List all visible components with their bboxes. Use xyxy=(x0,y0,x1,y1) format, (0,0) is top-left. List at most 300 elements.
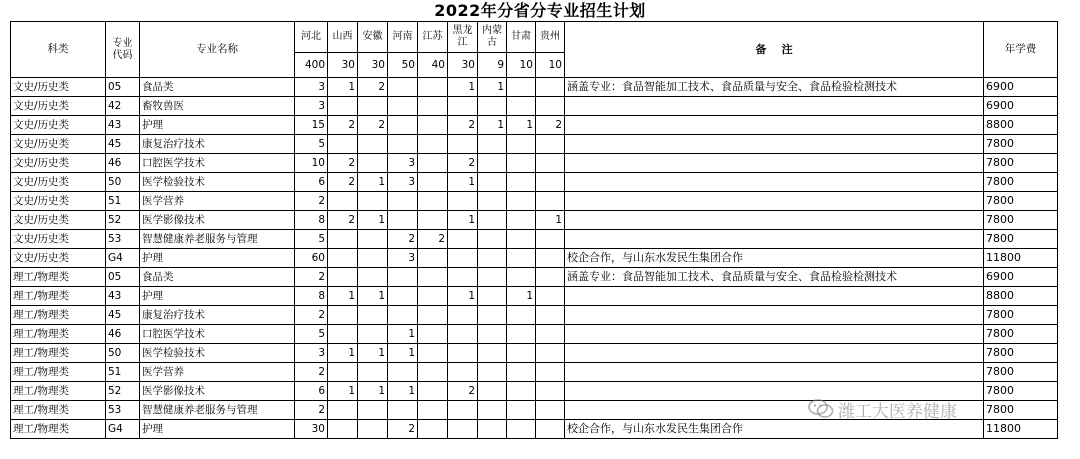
count-cell xyxy=(536,135,565,154)
header-province-name: 黑龙江 xyxy=(448,22,478,53)
category-cell: 文史/历史类 xyxy=(11,192,106,211)
count-cell xyxy=(507,135,536,154)
count-cell: 1 xyxy=(507,116,536,135)
count-cell xyxy=(388,97,418,116)
count-cell xyxy=(418,78,448,97)
major-name-cell: 康复治疗技术 xyxy=(140,135,295,154)
remark-cell xyxy=(565,97,984,116)
remark-cell xyxy=(565,192,984,211)
remark-cell xyxy=(565,116,984,135)
major-name-cell: 康复治疗技术 xyxy=(140,306,295,325)
enrollment-plan-table xyxy=(10,21,1058,439)
remark-cell xyxy=(565,211,984,230)
fee-cell: 7800 xyxy=(984,306,1058,325)
major-name-cell: 护理 xyxy=(140,287,295,306)
major-name-cell: 医学营养 xyxy=(140,192,295,211)
count-cell xyxy=(358,268,388,287)
header-province-quota: 30 xyxy=(328,53,358,78)
major-name-cell: 智慧健康养老服务与管理 xyxy=(140,230,295,249)
count-cell: 30 xyxy=(295,420,328,439)
count-cell: 60 xyxy=(295,249,328,268)
major-name-cell: 口腔医学技术 xyxy=(140,325,295,344)
count-cell: 6 xyxy=(295,173,328,192)
count-cell xyxy=(536,173,565,192)
category-cell: 文史/历史类 xyxy=(11,173,106,192)
watermark xyxy=(808,399,957,421)
count-cell: 2 xyxy=(448,382,478,401)
table-row xyxy=(11,97,1058,116)
fee-cell: 7800 xyxy=(984,173,1058,192)
header-province-name: 江苏 xyxy=(418,22,448,53)
count-cell xyxy=(448,420,478,439)
category-cell: 文史/历史类 xyxy=(11,97,106,116)
category-cell: 理工/物理类 xyxy=(11,401,106,420)
count-cell xyxy=(418,287,448,306)
count-cell xyxy=(448,344,478,363)
count-cell xyxy=(478,268,507,287)
fee-cell: 6900 xyxy=(984,97,1058,116)
count-cell: 1 xyxy=(328,287,358,306)
wechat-icon xyxy=(808,399,834,425)
count-cell: 5 xyxy=(295,135,328,154)
count-cell: 1 xyxy=(448,173,478,192)
count-cell xyxy=(507,363,536,382)
count-cell xyxy=(388,287,418,306)
remark-cell xyxy=(565,344,984,363)
major-name-cell: 医学检验技术 xyxy=(140,173,295,192)
major-name-cell: 医学影像技术 xyxy=(140,211,295,230)
fee-cell: 7800 xyxy=(984,382,1058,401)
count-cell xyxy=(478,420,507,439)
fee-cell: 11800 xyxy=(984,420,1058,439)
count-cell xyxy=(478,192,507,211)
count-cell xyxy=(478,97,507,116)
count-cell xyxy=(418,116,448,135)
count-cell xyxy=(328,230,358,249)
count-cell xyxy=(478,287,507,306)
category-cell: 理工/物理类 xyxy=(11,363,106,382)
major-code-cell: 42 xyxy=(106,97,140,116)
count-cell xyxy=(418,249,448,268)
fee-cell: 8800 xyxy=(984,116,1058,135)
major-name-cell: 医学营养 xyxy=(140,363,295,382)
count-cell xyxy=(536,401,565,420)
category-cell: 文史/历史类 xyxy=(11,154,106,173)
remark-cell xyxy=(565,382,984,401)
count-cell xyxy=(448,268,478,287)
table-row xyxy=(11,420,1058,439)
count-cell: 1 xyxy=(388,382,418,401)
count-cell xyxy=(507,268,536,287)
table-row xyxy=(11,344,1058,363)
remark-cell xyxy=(565,154,984,173)
count-cell: 8 xyxy=(295,211,328,230)
count-cell xyxy=(358,154,388,173)
table-row xyxy=(11,363,1058,382)
count-cell xyxy=(536,363,565,382)
count-cell: 6 xyxy=(295,382,328,401)
remark-cell: 校企合作，与山东水发民生集团合作 xyxy=(565,420,984,439)
count-cell xyxy=(448,306,478,325)
count-cell xyxy=(536,325,565,344)
count-cell xyxy=(388,116,418,135)
count-cell xyxy=(328,249,358,268)
count-cell xyxy=(536,230,565,249)
header-province-quota: 30 xyxy=(358,53,388,78)
remark-cell xyxy=(565,325,984,344)
table-row xyxy=(11,249,1058,268)
major-code-cell: 52 xyxy=(106,382,140,401)
count-cell xyxy=(448,230,478,249)
remark-cell: 涵盖专业：食品智能加工技术、食品质量与安全、食品检验检测技术 xyxy=(565,268,984,287)
header-province-name: 河北 xyxy=(295,22,328,53)
count-cell: 2 xyxy=(418,230,448,249)
table-row xyxy=(11,135,1058,154)
count-cell: 2 xyxy=(388,230,418,249)
count-cell: 2 xyxy=(295,268,328,287)
count-cell xyxy=(328,97,358,116)
major-code-cell: 51 xyxy=(106,192,140,211)
count-cell xyxy=(478,211,507,230)
watermark-text: 潍工大医养健康 xyxy=(838,402,957,422)
count-cell xyxy=(448,249,478,268)
count-cell xyxy=(536,382,565,401)
category-cell: 文史/历史类 xyxy=(11,135,106,154)
count-cell xyxy=(358,192,388,211)
header-province-quota: 40 xyxy=(418,53,448,78)
count-cell: 1 xyxy=(358,173,388,192)
count-cell: 3 xyxy=(388,249,418,268)
major-code-cell: 52 xyxy=(106,211,140,230)
count-cell: 2 xyxy=(358,78,388,97)
count-cell xyxy=(328,192,358,211)
count-cell xyxy=(478,135,507,154)
table-body xyxy=(11,78,1058,439)
count-cell xyxy=(418,173,448,192)
count-cell xyxy=(536,306,565,325)
major-name-cell: 口腔医学技术 xyxy=(140,154,295,173)
count-cell xyxy=(507,230,536,249)
count-cell xyxy=(328,135,358,154)
count-cell: 2 xyxy=(358,116,388,135)
fee-cell: 8800 xyxy=(984,287,1058,306)
category-cell: 文史/历史类 xyxy=(11,78,106,97)
major-name-cell: 护理 xyxy=(140,249,295,268)
count-cell xyxy=(418,382,448,401)
count-cell xyxy=(507,78,536,97)
count-cell xyxy=(536,97,565,116)
count-cell: 1 xyxy=(358,382,388,401)
count-cell xyxy=(328,363,358,382)
count-cell xyxy=(358,306,388,325)
count-cell: 1 xyxy=(388,325,418,344)
count-cell: 2 xyxy=(295,306,328,325)
header-remarks: 备 注 xyxy=(565,22,984,78)
count-cell xyxy=(388,306,418,325)
count-cell: 2 xyxy=(328,116,358,135)
count-cell xyxy=(418,154,448,173)
remark-cell xyxy=(565,306,984,325)
count-cell xyxy=(418,401,448,420)
count-cell xyxy=(418,192,448,211)
table-row xyxy=(11,268,1058,287)
count-cell xyxy=(418,363,448,382)
count-cell xyxy=(358,97,388,116)
count-cell xyxy=(478,230,507,249)
count-cell xyxy=(448,363,478,382)
fee-cell: 7800 xyxy=(984,135,1058,154)
category-cell: 理工/物理类 xyxy=(11,325,106,344)
count-cell xyxy=(388,363,418,382)
count-cell: 1 xyxy=(358,344,388,363)
count-cell xyxy=(478,382,507,401)
major-name-cell: 食品类 xyxy=(140,268,295,287)
fee-cell: 7800 xyxy=(984,192,1058,211)
count-cell xyxy=(358,230,388,249)
major-name-cell: 护理 xyxy=(140,116,295,135)
count-cell xyxy=(507,401,536,420)
category-cell: 文史/历史类 xyxy=(11,116,106,135)
count-cell xyxy=(507,382,536,401)
count-cell xyxy=(388,268,418,287)
category-cell: 理工/物理类 xyxy=(11,287,106,306)
count-cell xyxy=(536,78,565,97)
fee-cell: 11800 xyxy=(984,249,1058,268)
count-cell xyxy=(328,401,358,420)
count-cell: 1 xyxy=(448,211,478,230)
count-cell xyxy=(507,249,536,268)
count-cell xyxy=(358,325,388,344)
count-cell xyxy=(418,211,448,230)
count-cell xyxy=(478,401,507,420)
major-code-cell: 05 xyxy=(106,268,140,287)
count-cell: 15 xyxy=(295,116,328,135)
count-cell: 3 xyxy=(295,344,328,363)
major-code-cell: 46 xyxy=(106,154,140,173)
count-cell xyxy=(536,249,565,268)
remark-cell xyxy=(565,135,984,154)
count-cell xyxy=(507,173,536,192)
remark-cell: 涵盖专业：食品智能加工技术、食品质量与安全、食品检验检测技术 xyxy=(565,78,984,97)
category-cell: 理工/物理类 xyxy=(11,306,106,325)
count-cell: 3 xyxy=(388,154,418,173)
count-cell: 3 xyxy=(295,97,328,116)
header-province-name: 内蒙古 xyxy=(478,22,507,53)
count-cell: 2 xyxy=(388,420,418,439)
major-name-cell: 医学影像技术 xyxy=(140,382,295,401)
count-cell xyxy=(388,192,418,211)
count-cell: 1 xyxy=(507,287,536,306)
count-cell: 2 xyxy=(295,363,328,382)
remark-cell xyxy=(565,173,984,192)
header-province-quota: 9 xyxy=(478,53,507,78)
major-code-cell: 05 xyxy=(106,78,140,97)
count-cell: 1 xyxy=(328,382,358,401)
count-cell: 2 xyxy=(328,211,358,230)
count-cell xyxy=(418,135,448,154)
count-cell: 1 xyxy=(358,211,388,230)
count-cell xyxy=(448,401,478,420)
count-cell xyxy=(418,344,448,363)
table-row xyxy=(11,325,1058,344)
table-row xyxy=(11,211,1058,230)
table-row xyxy=(11,306,1058,325)
table-header xyxy=(11,22,1058,78)
count-cell xyxy=(358,401,388,420)
table-row xyxy=(11,382,1058,401)
fee-cell: 7800 xyxy=(984,211,1058,230)
count-cell xyxy=(448,192,478,211)
count-cell: 8 xyxy=(295,287,328,306)
remark-cell xyxy=(565,230,984,249)
count-cell xyxy=(388,78,418,97)
count-cell xyxy=(536,268,565,287)
table-row xyxy=(11,154,1058,173)
major-code-cell: 45 xyxy=(106,306,140,325)
fee-cell: 6900 xyxy=(984,268,1058,287)
category-cell: 理工/物理类 xyxy=(11,382,106,401)
category-cell: 理工/物理类 xyxy=(11,344,106,363)
count-cell: 5 xyxy=(295,325,328,344)
header-province-quota: 400 xyxy=(295,53,328,78)
count-cell xyxy=(358,249,388,268)
major-code-cell: 50 xyxy=(106,173,140,192)
count-cell: 5 xyxy=(295,230,328,249)
table-row xyxy=(11,287,1058,306)
major-code-cell: 45 xyxy=(106,135,140,154)
count-cell xyxy=(478,325,507,344)
count-cell xyxy=(478,363,507,382)
count-cell xyxy=(507,192,536,211)
header-province-name: 安徽 xyxy=(358,22,388,53)
major-code-cell: 43 xyxy=(106,287,140,306)
major-code-cell: 46 xyxy=(106,325,140,344)
count-cell xyxy=(507,154,536,173)
header-province-name: 山西 xyxy=(328,22,358,53)
count-cell: 2 xyxy=(295,192,328,211)
remark-cell xyxy=(565,287,984,306)
count-cell: 1 xyxy=(536,211,565,230)
count-cell xyxy=(536,287,565,306)
count-cell: 1 xyxy=(448,287,478,306)
count-cell xyxy=(358,420,388,439)
table-row xyxy=(11,78,1058,97)
count-cell xyxy=(507,211,536,230)
count-cell xyxy=(448,97,478,116)
header-province-quota: 50 xyxy=(388,53,418,78)
fee-cell: 7800 xyxy=(984,344,1058,363)
count-cell xyxy=(507,306,536,325)
header-province-name: 贵州 xyxy=(536,22,565,53)
count-cell: 2 xyxy=(328,173,358,192)
count-cell: 1 xyxy=(448,78,478,97)
count-cell xyxy=(536,344,565,363)
category-cell: 文史/历史类 xyxy=(11,249,106,268)
header-major-name: 专业名称 xyxy=(140,22,295,78)
major-code-cell: 53 xyxy=(106,401,140,420)
fee-cell: 7800 xyxy=(984,401,1058,420)
major-name-cell: 智慧健康养老服务与管理 xyxy=(140,401,295,420)
category-cell: 理工/物理类 xyxy=(11,268,106,287)
major-name-cell: 医学检验技术 xyxy=(140,344,295,363)
header-province-quota: 10 xyxy=(507,53,536,78)
major-name-cell: 食品类 xyxy=(140,78,295,97)
count-cell xyxy=(418,268,448,287)
remark-cell: 校企合作，与山东水发民生集团合作 xyxy=(565,249,984,268)
count-cell xyxy=(328,325,358,344)
count-cell xyxy=(328,420,358,439)
count-cell xyxy=(536,192,565,211)
fee-cell: 6900 xyxy=(984,78,1058,97)
count-cell xyxy=(507,344,536,363)
count-cell: 3 xyxy=(295,78,328,97)
count-cell xyxy=(478,154,507,173)
count-cell xyxy=(388,211,418,230)
fee-cell: 7800 xyxy=(984,230,1058,249)
major-name-cell: 护理 xyxy=(140,420,295,439)
table-row xyxy=(11,173,1058,192)
count-cell xyxy=(388,135,418,154)
count-cell xyxy=(478,344,507,363)
count-cell xyxy=(358,135,388,154)
header-province-name: 河南 xyxy=(388,22,418,53)
major-code-cell: G4 xyxy=(106,420,140,439)
count-cell xyxy=(418,420,448,439)
count-cell xyxy=(448,325,478,344)
count-cell: 2 xyxy=(536,116,565,135)
count-cell xyxy=(418,97,448,116)
count-cell xyxy=(418,325,448,344)
header-province-quota: 10 xyxy=(536,53,565,78)
count-cell xyxy=(536,154,565,173)
count-cell xyxy=(478,249,507,268)
table-row xyxy=(11,192,1058,211)
category-cell: 理工/物理类 xyxy=(11,420,106,439)
header-fee: 年学费 xyxy=(984,22,1058,78)
fee-cell: 7800 xyxy=(984,363,1058,382)
header-province-name: 甘肃 xyxy=(507,22,536,53)
count-cell: 1 xyxy=(328,344,358,363)
count-cell xyxy=(507,97,536,116)
page-title: 2022年分省分专业招生计划 xyxy=(434,1,646,20)
category-cell: 文史/历史类 xyxy=(11,230,106,249)
fee-cell: 7800 xyxy=(984,154,1058,173)
count-cell xyxy=(418,306,448,325)
major-code-cell: 53 xyxy=(106,230,140,249)
count-cell xyxy=(388,401,418,420)
count-cell: 2 xyxy=(448,116,478,135)
table-row xyxy=(11,230,1058,249)
table-row xyxy=(11,116,1058,135)
category-cell: 文史/历史类 xyxy=(11,211,106,230)
remark-cell xyxy=(565,363,984,382)
major-name-cell: 畜牧兽医 xyxy=(140,97,295,116)
count-cell xyxy=(358,363,388,382)
count-cell: 1 xyxy=(478,116,507,135)
count-cell xyxy=(536,420,565,439)
count-cell: 1 xyxy=(388,344,418,363)
fee-cell: 7800 xyxy=(984,325,1058,344)
count-cell: 1 xyxy=(478,78,507,97)
major-code-cell: 43 xyxy=(106,116,140,135)
count-cell xyxy=(328,268,358,287)
header-category: 科类 xyxy=(11,22,106,78)
count-cell: 2 xyxy=(448,154,478,173)
count-cell: 1 xyxy=(328,78,358,97)
count-cell: 1 xyxy=(358,287,388,306)
major-code-cell: G4 xyxy=(106,249,140,268)
count-cell xyxy=(328,306,358,325)
